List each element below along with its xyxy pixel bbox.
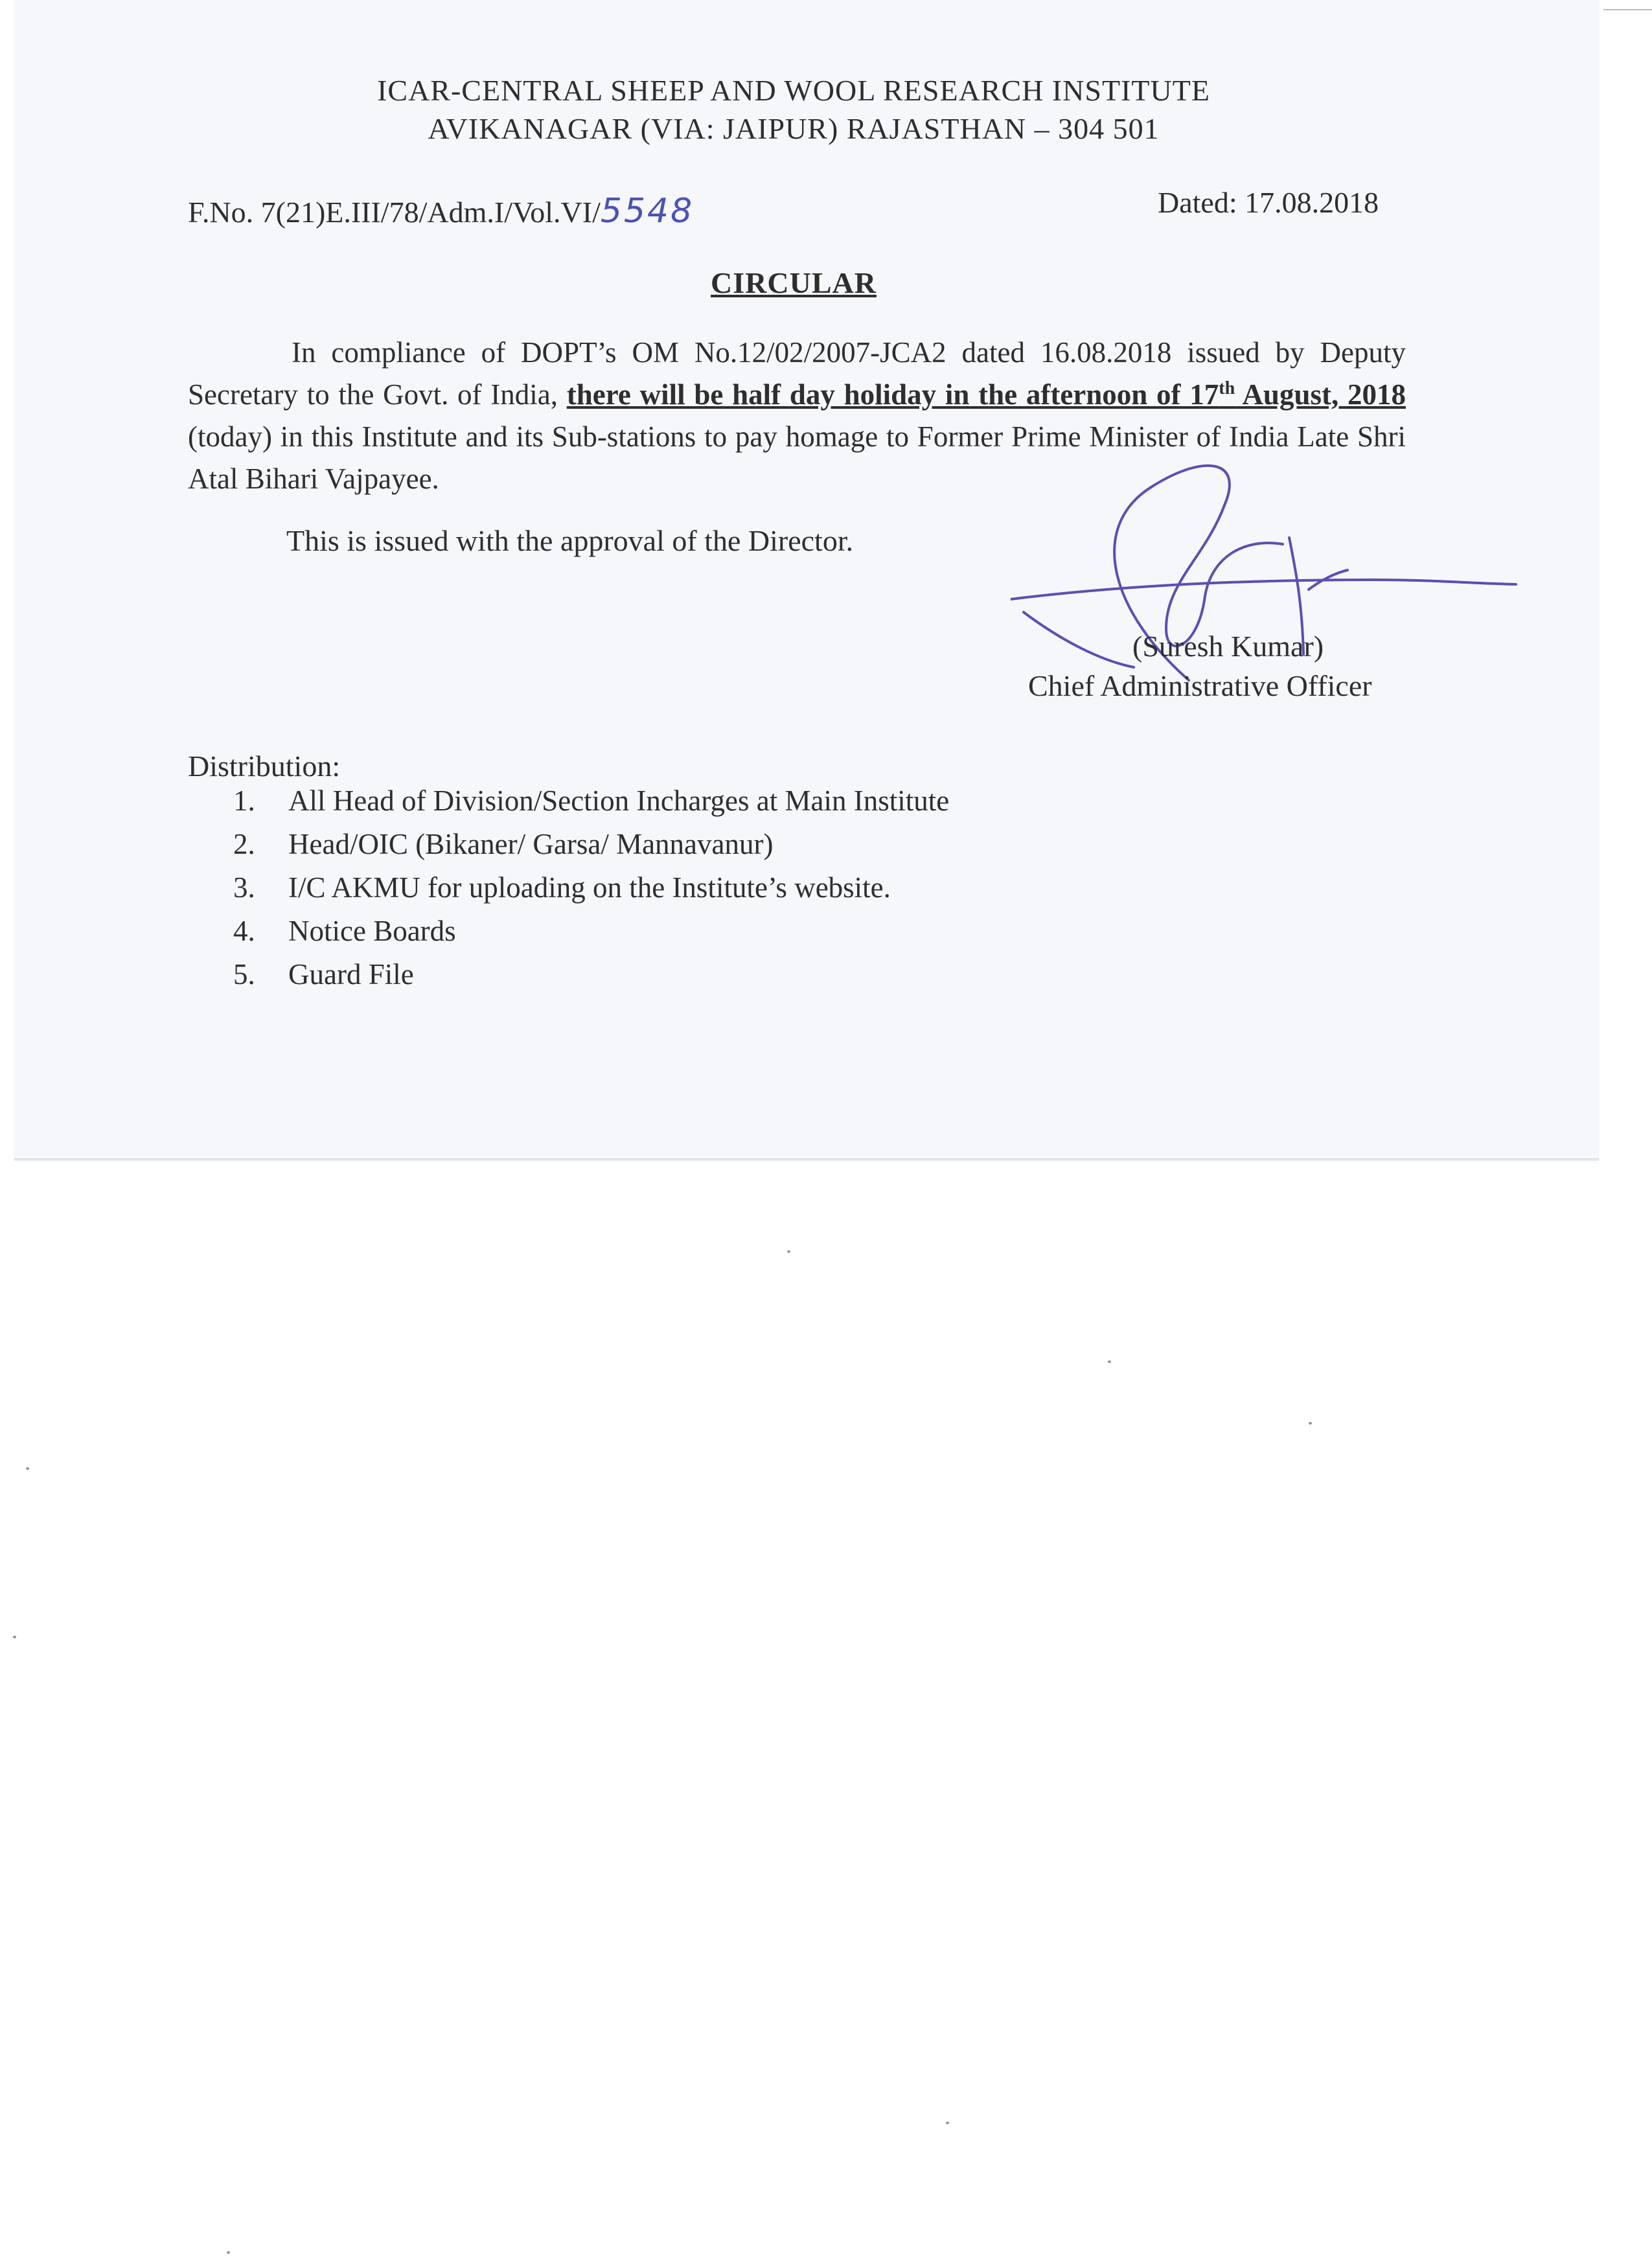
signatory-designation: Chief Administrative Officer: [1028, 669, 1372, 702]
list-item-number: 2.: [233, 828, 255, 860]
circular-date: Dated: 17.08.2018: [1158, 186, 1379, 219]
file-number-prefix: F.No. 7(21)E.III/78/Adm.I/Vol.VI/: [188, 196, 601, 229]
list-item-number: 4.: [233, 915, 255, 947]
list-item-number: 5.: [233, 958, 255, 991]
list-item-text: Head/OIC (Bikaner/ Garsa/ Mannavanur): [288, 828, 774, 860]
approval-note: This is issued with the approval of the Director.: [286, 524, 854, 557]
list-item-text: Guard File: [288, 958, 414, 991]
list-item-number: 3.: [233, 871, 255, 904]
circular-title: CIRCULAR: [711, 266, 877, 299]
body-emphasis-text-1: there will be half day holiday in the afternoon of 17: [566, 378, 1219, 411]
scan-speck: [26, 1467, 29, 1470]
institute-name: ICAR-CENTRAL SHEEP AND WOOL RESEARCH INSTITUTE: [377, 74, 1210, 107]
institute-address: AVIKANAGAR (VIA: JAIPUR) RAJASTHAN – 304 501: [428, 112, 1160, 145]
body-emphasis-text-2: August, 2018: [1235, 378, 1406, 411]
scan-speck: [227, 2251, 230, 2254]
signatory-name: (Suresh Kumar): [1132, 630, 1324, 663]
list-item: [233, 871, 949, 914]
list-item-text: Notice Boards: [288, 915, 456, 947]
scan-speck: [1108, 1360, 1111, 1363]
ordinal-superscript: th: [1219, 378, 1235, 398]
scan-speck: [787, 1250, 790, 1253]
list-item: [233, 784, 949, 827]
sheet-bottom-edge: [14, 1158, 1599, 1161]
distribution-heading: Distribution:: [188, 750, 341, 783]
body-text-1: In compliance of DOPT’s OM No.12/02/2007-JCA2 dated 16.08.2018 issued by Deputy Secretary to the Govt. of India,: [188, 336, 1406, 411]
file-number-handwritten: 5548: [600, 192, 694, 231]
distribution-list: [233, 784, 949, 1001]
list-item-number: 1.: [233, 785, 255, 817]
list-item: [233, 914, 949, 957]
body-text-2: (today) in this Institute and its Sub-stations to pay homage to Former Prime Minister of India Late Shri Atal Bihari Vajpayee.: [188, 420, 1406, 495]
scan-speck: [1309, 1422, 1312, 1425]
list-item: [233, 827, 949, 871]
scan-speck: [946, 2122, 949, 2124]
corner-rule: [1603, 9, 1652, 10]
list-item: [233, 957, 949, 1001]
file-number: [188, 192, 694, 231]
list-item-text: All Head of Division/Section Incharges at Main Institute: [288, 785, 950, 817]
scan-speck: [13, 1636, 16, 1638]
list-item-text: I/C AKMU for uploading on the Institute’s website.: [288, 871, 891, 904]
body-emphasis: [567, 378, 1406, 411]
